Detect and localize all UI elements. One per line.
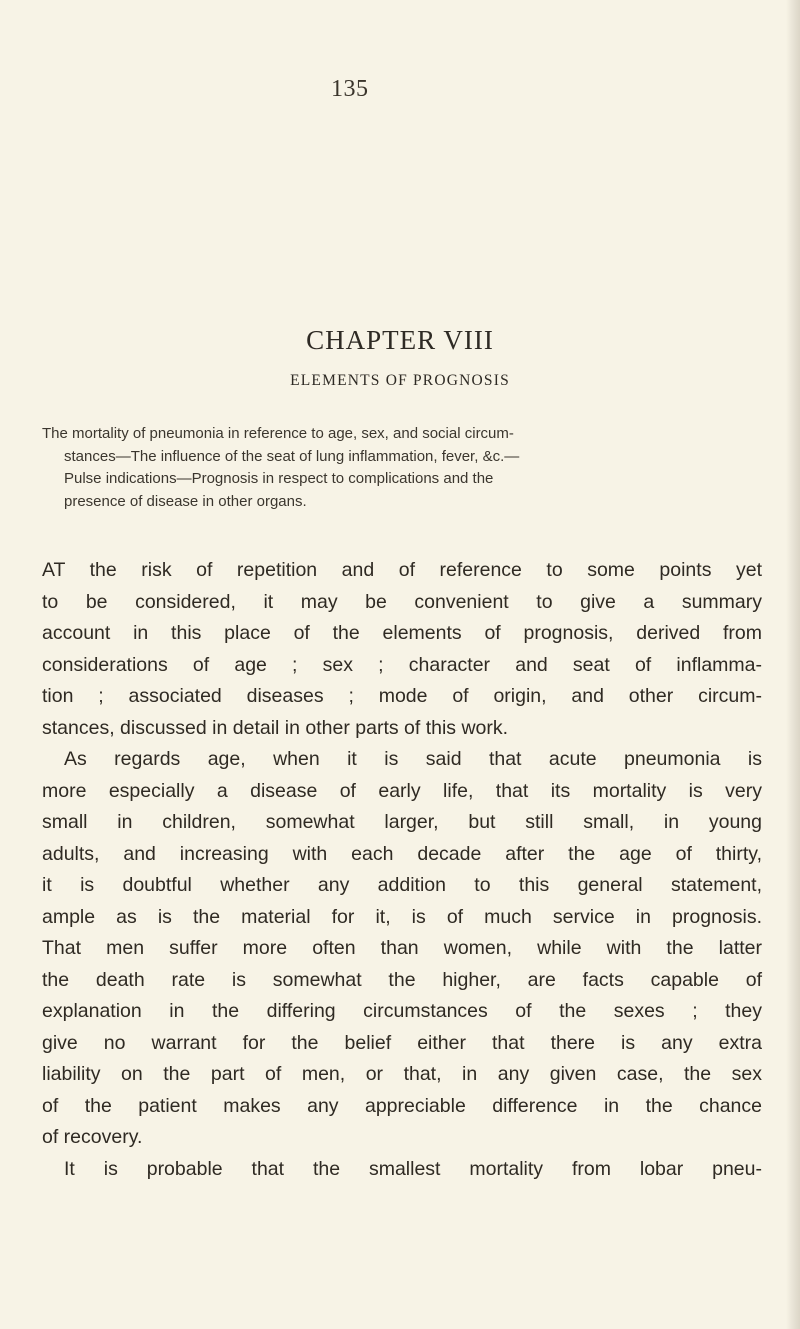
page-number: 135 bbox=[331, 76, 369, 102]
body-line: the death rate is somewhat the higher, are facts capable of bbox=[42, 968, 762, 991]
body-text bbox=[42, 555, 762, 1185]
body-line: small in children, somewhat larger, but still small, in young bbox=[42, 811, 762, 833]
body-line: ample as is the material for it, is of much service in prognosis. bbox=[42, 905, 762, 928]
body-line: explanation in the differing circumstances of the sexes ; they bbox=[42, 1000, 762, 1022]
chapter-synopsis bbox=[42, 423, 762, 513]
body-line: liability on the part of men, or that, in any given case, the sex bbox=[42, 1063, 762, 1085]
synopsis-line: presence of disease in other organs. bbox=[64, 492, 307, 510]
body-line: That men suffer more often than women, while with the latter bbox=[42, 937, 762, 959]
page-edge-shadow bbox=[786, 0, 800, 1329]
body-line: it is doubtful whether any addition to this general statement, bbox=[42, 874, 762, 896]
body-line: As regards age, when it is said that acute pneumonia is bbox=[64, 748, 762, 770]
body-line: It is probable that the smallest mortality from lobar pneu- bbox=[64, 1157, 762, 1180]
body-line: adults, and increasing with each decade after the age of thirty, bbox=[42, 842, 762, 865]
chapter-title: CHAPTER VIII bbox=[306, 325, 494, 355]
body-line: AT the risk of repetition and of reference to some points yet bbox=[42, 559, 762, 581]
synopsis-line: Pulse indications—Prognosis in respect to complications and the bbox=[64, 470, 494, 487]
synopsis-line: The mortality of pneumonia in reference to age, sex, and social circum- bbox=[42, 425, 514, 442]
synopsis-line: stances—The influence of the seat of lung inflammation, fever, &c.— bbox=[64, 447, 520, 465]
body-line: of recovery. bbox=[42, 1126, 143, 1148]
body-line: to be considered, it may be convenient to give a summary bbox=[42, 590, 762, 613]
chapter-subtitle: ELEMENTS OF PROGNOSIS bbox=[290, 372, 510, 389]
body-line: more especially a disease of early life, that its mortality is very bbox=[42, 779, 762, 802]
body-line: considerations of age ; sex ; character and seat of inflamma- bbox=[42, 653, 762, 676]
body-line: tion ; associated diseases ; mode of origin, and other circum- bbox=[42, 685, 762, 707]
body-line: account in this place of the elements of prognosis, derived from bbox=[42, 622, 762, 644]
body-line: stances, discussed in detail in other parts of this work. bbox=[42, 716, 509, 739]
body-line: of the patient makes any appreciable difference in the chance bbox=[42, 1094, 762, 1117]
body-line: give no warrant for the belief either that there is any extra bbox=[42, 1031, 762, 1054]
